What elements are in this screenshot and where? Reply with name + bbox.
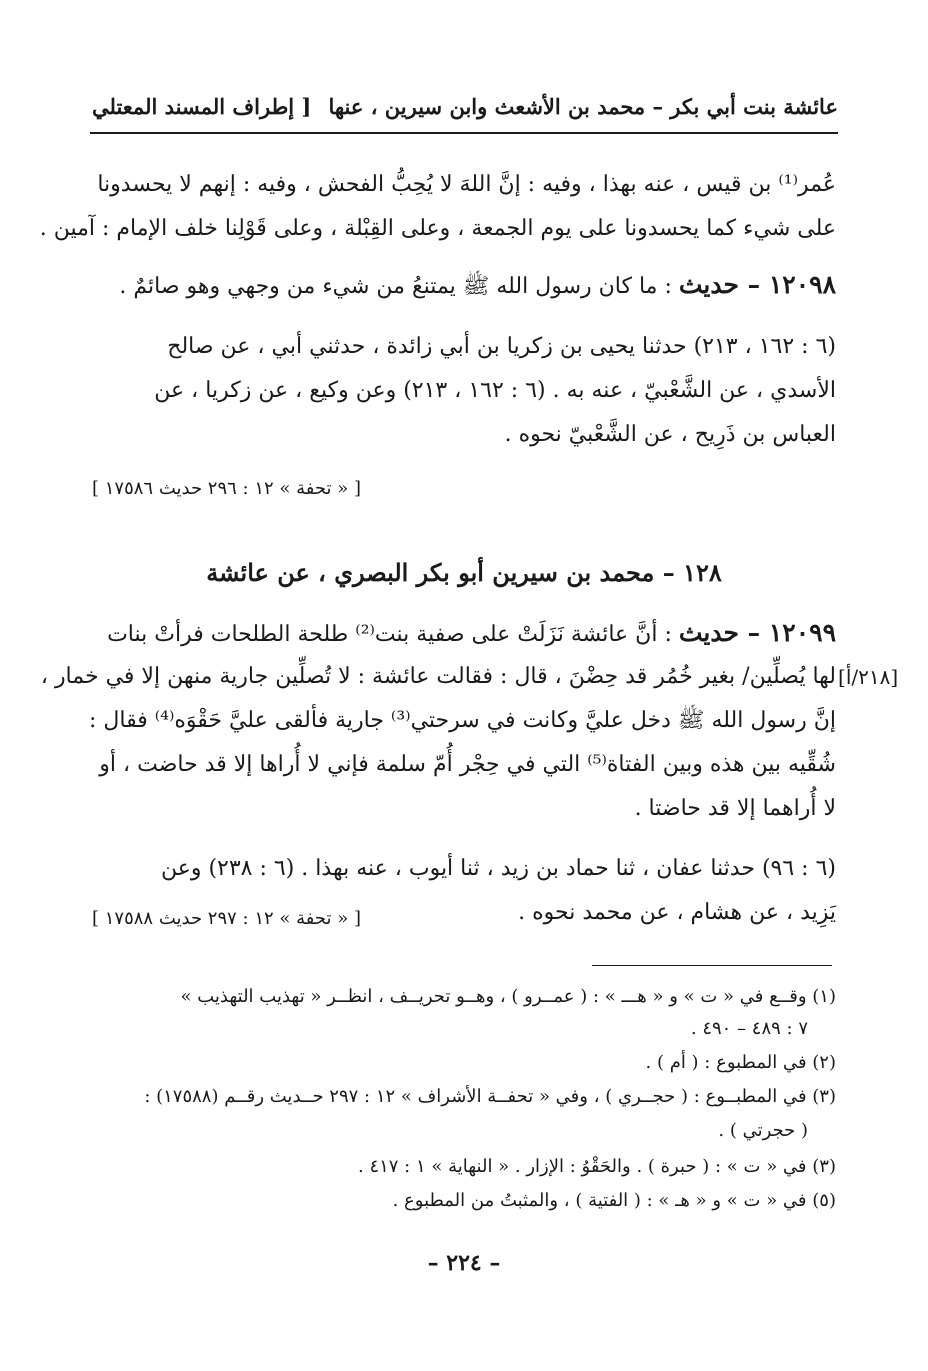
isnad-line: العباس بن ذَرِيح ، عن الشَّعْبيّ نحوه . [504,422,836,447]
footnote: (٥) في « ت » و « هـ » : ( الفتية ) ، والمثبتُ من المطبوع . [392,1190,836,1211]
running-header-book: [ إطراف المسند المعتلي [92,94,312,119]
hadith-heading-line [107,616,836,652]
text-line: لها يُصلِّين/ بغير خُمُر قد حِضْنَ ، قال : فقالت عائشة : لا تُصلِّين جارية منهن إلا في خمار ، [40,664,836,689]
isnad-line: يَزِيد ، عن هشام ، عن محمد نحوه . [518,900,836,925]
text-line: عُمر⁽¹⁾ بن قيس ، عنه بهذا ، وفيه : إنَّ اللهَ لا يُحِبُّ الفحش ، وفيه : إنهم لا يحسدونا [97,172,836,197]
footnote: (١) وقــع في « ت » و « هـــ » : ( عمــرو ) ، وهــو تحريــف ، انظــر « تهذيب التهذيب » [180,986,836,1007]
footnote: (٢) في المطبوع : ( أم ) . [645,1052,836,1073]
isnad-line: (٦ : ٩٦) حدثنا عفان ، ثنا حماد بن زيد ، ثنا أيوب ، عنه بهذا . (٦ : ٢٣٨) وعن [160,856,836,881]
manuscript-folio-note: [٢١٨/أ] [838,665,899,689]
hadith-number: ١٢٠٩٩ – حديث [678,618,836,647]
footnote: (٣) في المطبــوع : ( حجــري ) ، وفي « تحفــة الأشراف » ١٢ : ٢٩٧ حــديث رقــم (١٧٥٨٨) : [144,1086,836,1107]
hadith-text: : أنَّ عائشة نَزَلَتْ على صفية بنت⁽²⁾ طلحة الطلحات فرأتْ بنات [107,622,672,647]
running-header-title: عائشة بنت أبي بكر – محمد بن الأشعث وابن سيرين ، عنها [328,94,838,119]
footnote-continuation: ( حجرتي ) . [718,1120,808,1141]
tuhfa-reference: [ « تحفة » ١٢ : ٢٩٦ حديث ١٧٥٨٦ ] [92,478,361,499]
isnad-line: (٦ : ١٦٢ ، ٢١٣) حدثنا يحيى بن زكريا بن أبي زائدة ، حدثني أبي ، عن صالح [167,334,836,359]
page-number: – ٢٢٤ – [427,1250,501,1276]
tuhfa-reference: [ « تحفة » ١٢ : ٢٩٧ حديث ١٧٥٨٨ ] [92,908,361,929]
footnote: (٣) في « ت » : ( حبرة ) . والحَقْوُ : الإزار . « النهاية » ١ : ٤١٧ . [357,1156,836,1177]
text-line: إنَّ رسول الله ﷺ دخل عليَّ وكانت في سرحتي⁽³⁾ جارية فألقى عليَّ حَقْوَه⁽⁴⁾ فقال : [88,708,836,733]
section-heading: ١٢٨ – محمد بن سيرين أبو بكر البصري ، عن عائشة [206,558,722,587]
text-line: لا أُراهما إلا قد حاضتا . [634,796,836,821]
isnad-line: الأسدي ، عن الشَّعْبيّ ، عنه به . (٦ : ١٦٢ ، ٢١٣) وعن وكيع ، عن زكريا ، عن [154,378,836,403]
hadith-number: ١٢٠٩٨ – حديث [678,270,836,299]
footnote-rule [592,965,832,966]
text-line: شُقِّيه بين هذه وبين الفتاة⁽⁵⁾ التي في حِجْر أُمّ سلمة فإني لا أُراها إلا قد حاضت ، أو [99,752,836,777]
hadith-heading-line [119,268,836,304]
hadith-text: : ما كان رسول الله ﷺ يمتنعُ من شيء من وجهي وهو صائمٌ . [119,274,672,299]
text-line: على شيء كما يحسدونا على يوم الجمعة ، وعلى القِبْلة ، وعلى قَوْلِنا خلف الإمام : آمين . [39,216,836,241]
header-rule [90,132,838,134]
footnote-continuation: ٧ : ٤٨٩ – ٤٩٠ . [690,1018,808,1039]
